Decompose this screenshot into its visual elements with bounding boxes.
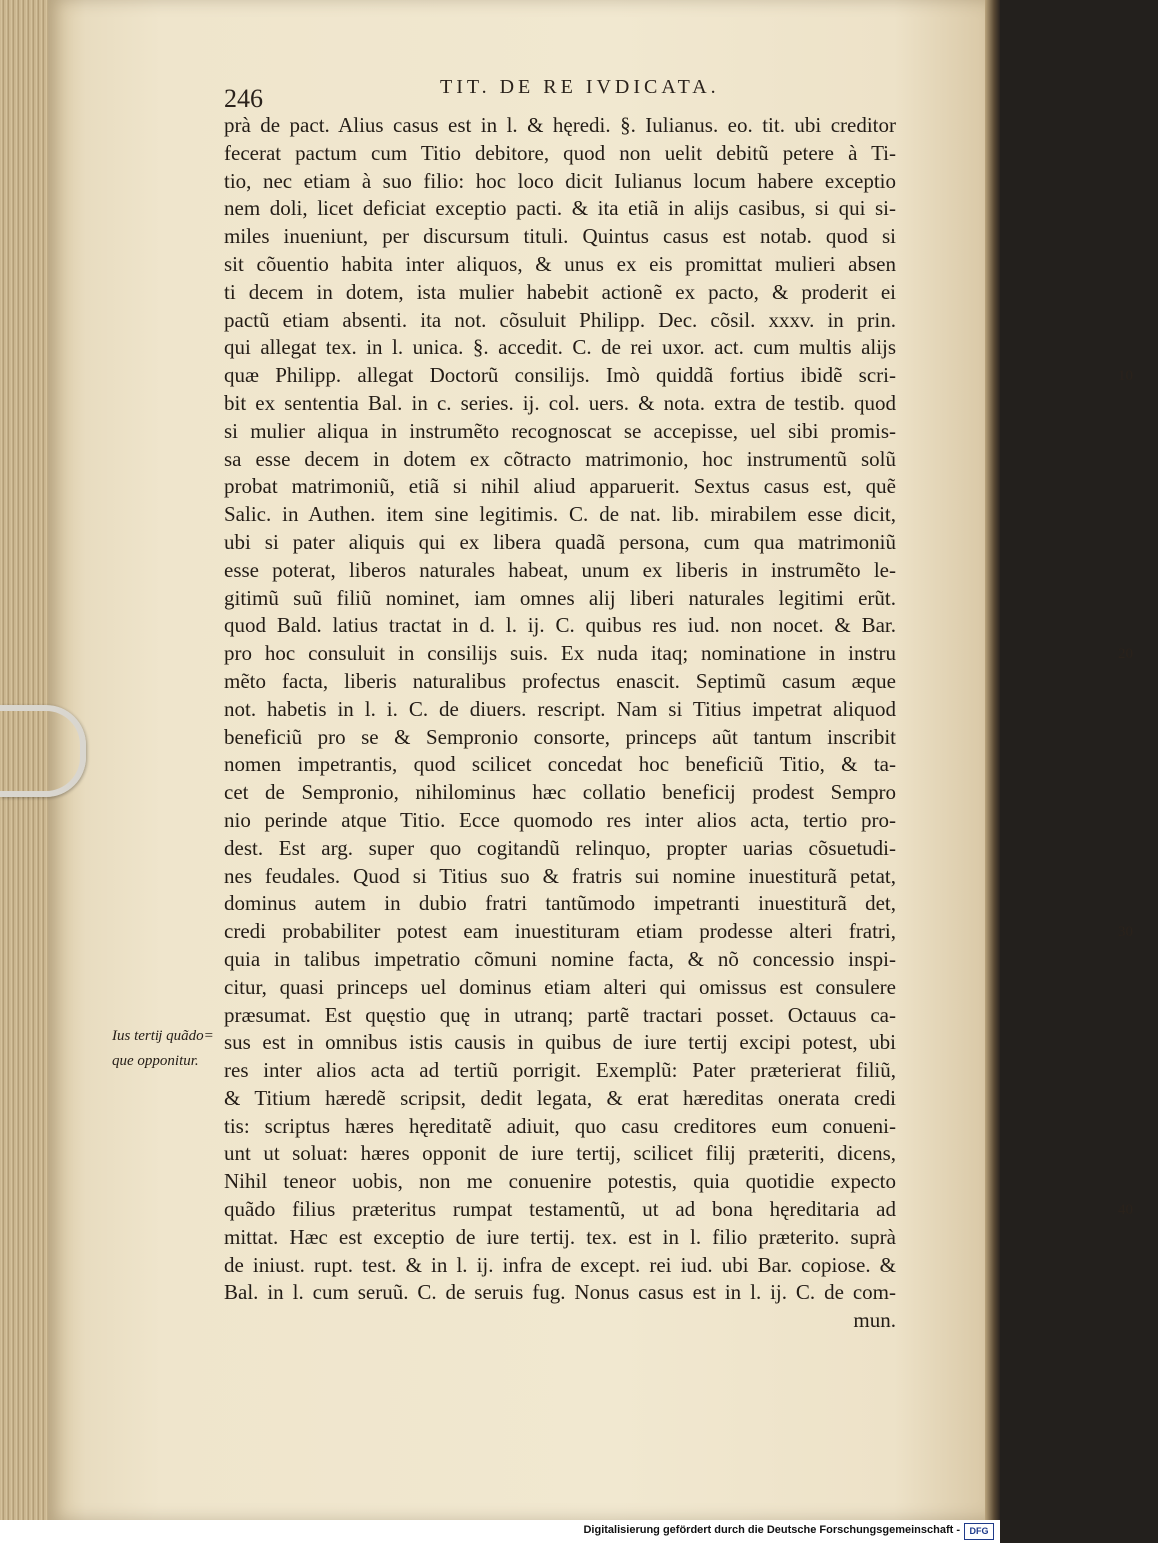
text-line: si mulier aliqua in instrumẽto recognoscat se accepisse, uel sibi promis-	[224, 418, 896, 443]
text-line: fecerat pactum cum Titio debitore, quod non uelit debitũ petere à Ti-	[224, 140, 896, 165]
text-line: tis: scriptus hæres hęreditatẽ adiuit, quo casu creditores eum conueni-	[224, 1113, 896, 1138]
line-number: 10	[1118, 368, 1133, 385]
line-number: 40	[1118, 1202, 1133, 1219]
dfg-logo-icon: DFG	[964, 1523, 994, 1540]
text-line: prà de pact. Alius casus est in l. & hęredi. §. Iulianus. eo. tit. ubi creditor	[224, 113, 896, 137]
paper-clip	[0, 705, 86, 797]
text-line: ubi si pater aliquis qui ex libera quadã persona, cum qua matrimoniũ	[224, 529, 896, 554]
text-line: nio perinde atque Titio. Ecce quomodo res inter alios acta, tertio pro-	[224, 807, 896, 832]
text-line: beneficiũ pro se & Sempronio consorte, princeps aũt tantum inscribit	[224, 724, 896, 749]
text-line: Salic. in Authen. item sine legitimis. C. de nat. lib. mirabilem esse dicit,	[224, 502, 896, 527]
text-line: de iniust. rupt. test. & in l. ĳ. infra de except. rei iud. ubi Bar. copiose. &	[224, 1252, 896, 1277]
text-line: nem doli, licet deficiat exceptio pacti. & ita etiã in alĳs casibus, si qui si-	[224, 196, 896, 221]
text-line: sus est in omnibus istis causis in quibus de iure tertĳ excipi potest, ubi	[224, 1030, 896, 1055]
text-line: bit ex sententia Bal. in c. series. ĳ. col. uers. & nota. extra de testib. quod	[224, 390, 896, 415]
text-line: gitimũ suũ filiũ nominet, iam omnes alĳ liberi naturales legitimi erũt.	[224, 585, 896, 610]
text-line: Nihil teneor uobis, non me conuenire potestis, quia quotidie expecto	[224, 1169, 896, 1194]
text-line: quãdo filius præteritus rumpat testamentũ, ut ad bona hęreditaria ad	[224, 1197, 896, 1222]
text-line: not. habetis in l. i. C. de diuers. rescript. Nam si Titius impetrat aliquod	[224, 696, 896, 721]
text-line: miles inueniunt, per discursum tituli. Quintus casus est notab. quod si	[224, 224, 896, 249]
text-line: præsumat. Est quęstio quę in utranq; partẽ tractari posset. Octauus ca-	[224, 1002, 896, 1027]
text-line: esse poterat, liberos naturales habeat, unum ex liberis in instrumẽto le-	[224, 557, 896, 582]
text-line: ti decem in dotem, ista mulier habebit actionẽ ex pacto, & proderit ei	[224, 279, 896, 304]
text-line: mẽto facta, liberis naturalibus profectus enascit. Septimũ casum æque	[224, 668, 896, 693]
text-line: sa esse decem in dotem ex cõtracto matrimonio, hoc instrumentũ solũ	[224, 446, 896, 471]
text-line: mittat. Hæc est exceptio de iure tertĳ. tex. est in l. filio præterito. suprà	[224, 1224, 896, 1249]
footer-bar	[0, 1520, 1000, 1543]
text-line: pro hoc consuluit in consilĳs suis. Ex nuda itaq; nominatione in instru	[224, 641, 896, 666]
text-line: probat matrimoniũ, etiã si nihil aliud apparuerit. Sextus casus est, quẽ	[224, 474, 896, 499]
text-line: & Titium hæredẽ scripsit, dedit legata, & erat hæreditas onerata credi	[224, 1085, 896, 1110]
text-line: unt ut soluat: hæres opponit de iure tertĳ, scilicet filĳ præteriti, dicens,	[224, 1141, 896, 1166]
line-number: 20	[1118, 646, 1133, 663]
line-number: 30	[1118, 924, 1133, 941]
text-line: credi probabiliter potest eam inuestituram etiam prodesse alteri fratri,	[224, 919, 896, 944]
text-line: pactũ etiam absenti. ita not. cõsuluit Philipp. Dec. cõsil. xxxv. in prin.	[224, 307, 896, 332]
text-line: nomen impetrantis, quod scilicet concedat hoc beneficiũ Titio, & ta-	[224, 752, 896, 777]
text-line: nes feudales. Quod si Titius suo & fratris sui nomine inuestiturã petat,	[224, 863, 896, 888]
text-line: citur, quasi princeps uel dominus etiam alteri qui omissus est consulere	[224, 974, 896, 999]
margin-note: Ius tertĳ quãdo= que opponitur.	[112, 1028, 214, 1069]
text-line: dominus autem in dubio fratri tantũmodo impetranti inuestiturã det,	[224, 891, 896, 916]
text-line: quæ Philipp. allegat Doctorũ consilĳs. Imò quiddã fortius ibidẽ scri-	[224, 363, 896, 388]
body-text	[224, 112, 1133, 1335]
text-line: mun.	[853, 1308, 896, 1333]
text-line: Bal. in l. cum seruũ. C. de seruis fug. Nonus casus est in l. ĳ. C. de com-	[224, 1280, 896, 1305]
text-line: quia in talibus impetratio cõmuni nomine facta, & nõ concessio inspi-	[224, 946, 896, 971]
text-line: sit cõuentio habita inter aliquos, & unus ex eis promittat mulieri absen	[224, 251, 896, 276]
text-line: qui allegat tex. in l. unica. §. accedit. C. de rei uxor. act. cum multis alĳs	[224, 335, 896, 360]
page-number: 246	[224, 84, 263, 113]
text-lines	[224, 112, 896, 1335]
book-spine	[985, 0, 1000, 1520]
text-line: dest. Est arg. super quo cogitandũ relinquo, propter uarias cõsuetudi-	[224, 835, 896, 860]
text-line: quod Bald. latius tractat in d. l. ĳ. C. quibus res iud. non nocet. & Bar.	[224, 613, 896, 638]
text-line: cet de Sempronio, nihilominus hæc collatio beneficĳ prodest Sempro	[224, 780, 896, 805]
text-line: res inter alios acta ad tertiũ porrigit. Exemplũ: Pater præterierat filiũ,	[224, 1058, 896, 1083]
footer-credit: Digitalisierung gefördert durch die Deutsche Forschungsgemeinschaft -	[583, 1524, 960, 1536]
text-line: tio, nec etiam à suo filio: hoc loco dicit Iulianus locum habere exceptio	[224, 168, 896, 193]
running-head: TIT. DE RE IVDICATA.	[440, 76, 720, 98]
